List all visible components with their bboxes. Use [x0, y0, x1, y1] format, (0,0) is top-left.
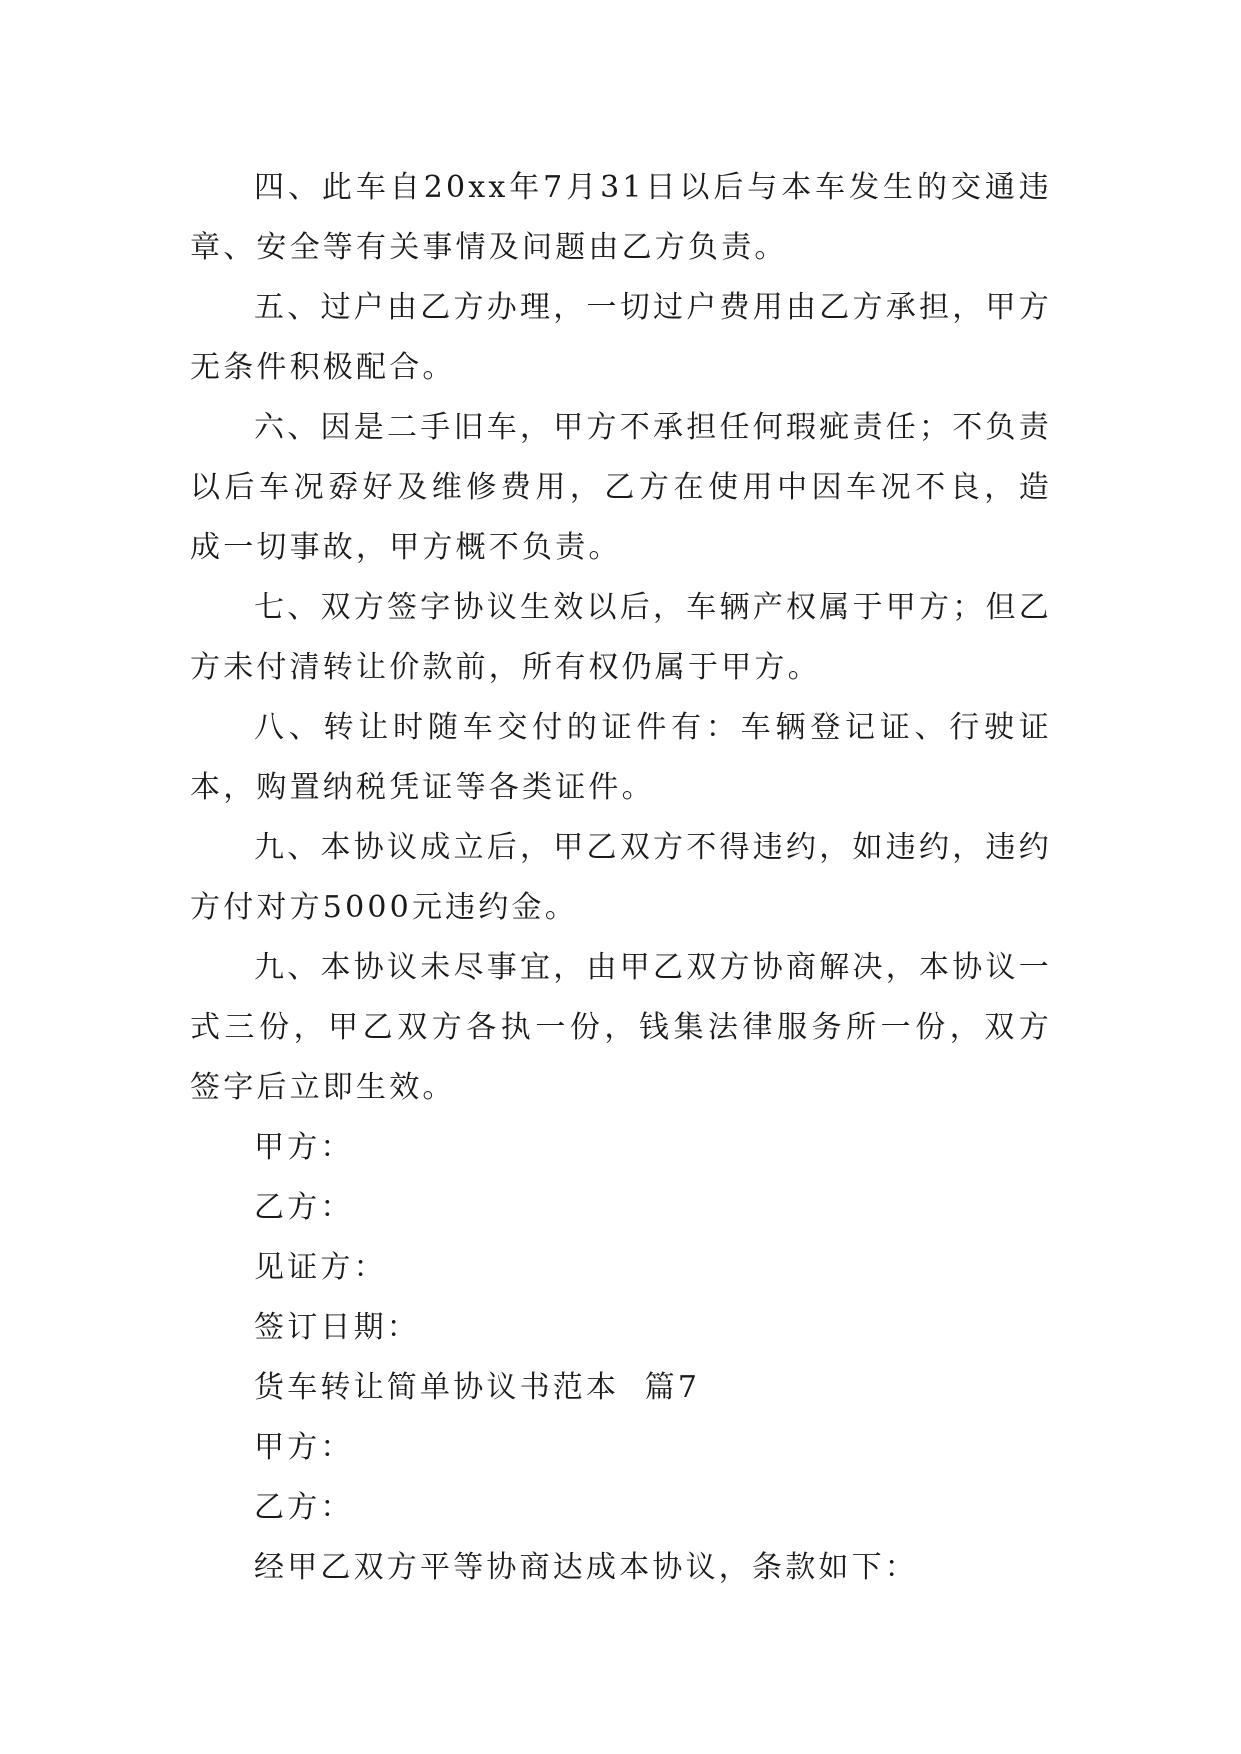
clause-6: 六、因是二手旧车，甲方不承担任何瑕疵责任；不负责以后车况孬好及维修费用，乙方在使用中因车况不良，造成一切事故，甲方概不负责。 [190, 410, 1052, 565]
clause-9-final: 九、本协议未尽事宜，由甲乙双方协商解决，本协议一式三份，甲乙双方各执一份，钱集法律服务所一份，双方签字后立即生效。 [190, 950, 1052, 1105]
party-b-signature-line: 乙方： [254, 1190, 354, 1225]
clause-7: 七、双方签字协议生效以后，车辆产权属于甲方；但乙方未付清转让价款前，所有权仍属于甲方。 [190, 590, 1052, 685]
party-b-line: 乙方： [254, 1490, 354, 1525]
clause-4: 四、此车自20xx年7月31日以后与本车发生的交通违章、安全等有关事情及问题由乙方负责。 [190, 170, 1052, 265]
clause-8: 八、转让时随车交付的证件有：车辆登记证、行驶证本，购置纳税凭证等各类证件。 [190, 710, 1052, 805]
party-a-line: 甲方： [254, 1430, 354, 1465]
party-a-signature-line: 甲方： [254, 1130, 354, 1165]
agreement-intro-line: 经甲乙双方平等协商达成本协议，条款如下： [254, 1550, 918, 1585]
witness-signature-line: 见证方： [254, 1250, 387, 1285]
signing-date-line: 签订日期： [254, 1310, 420, 1345]
clause-9: 九、本协议成立后，甲乙双方不得违约，如违约，违约方付对方5000元违约金。 [190, 830, 1052, 925]
document-body [190, 158, 1052, 1598]
clause-5: 五、过户由乙方办理，一切过户费用由乙方承担，甲方无条件积极配合。 [190, 290, 1052, 385]
section-heading: 货车转让简单协议书范本 篇7 [254, 1370, 701, 1405]
